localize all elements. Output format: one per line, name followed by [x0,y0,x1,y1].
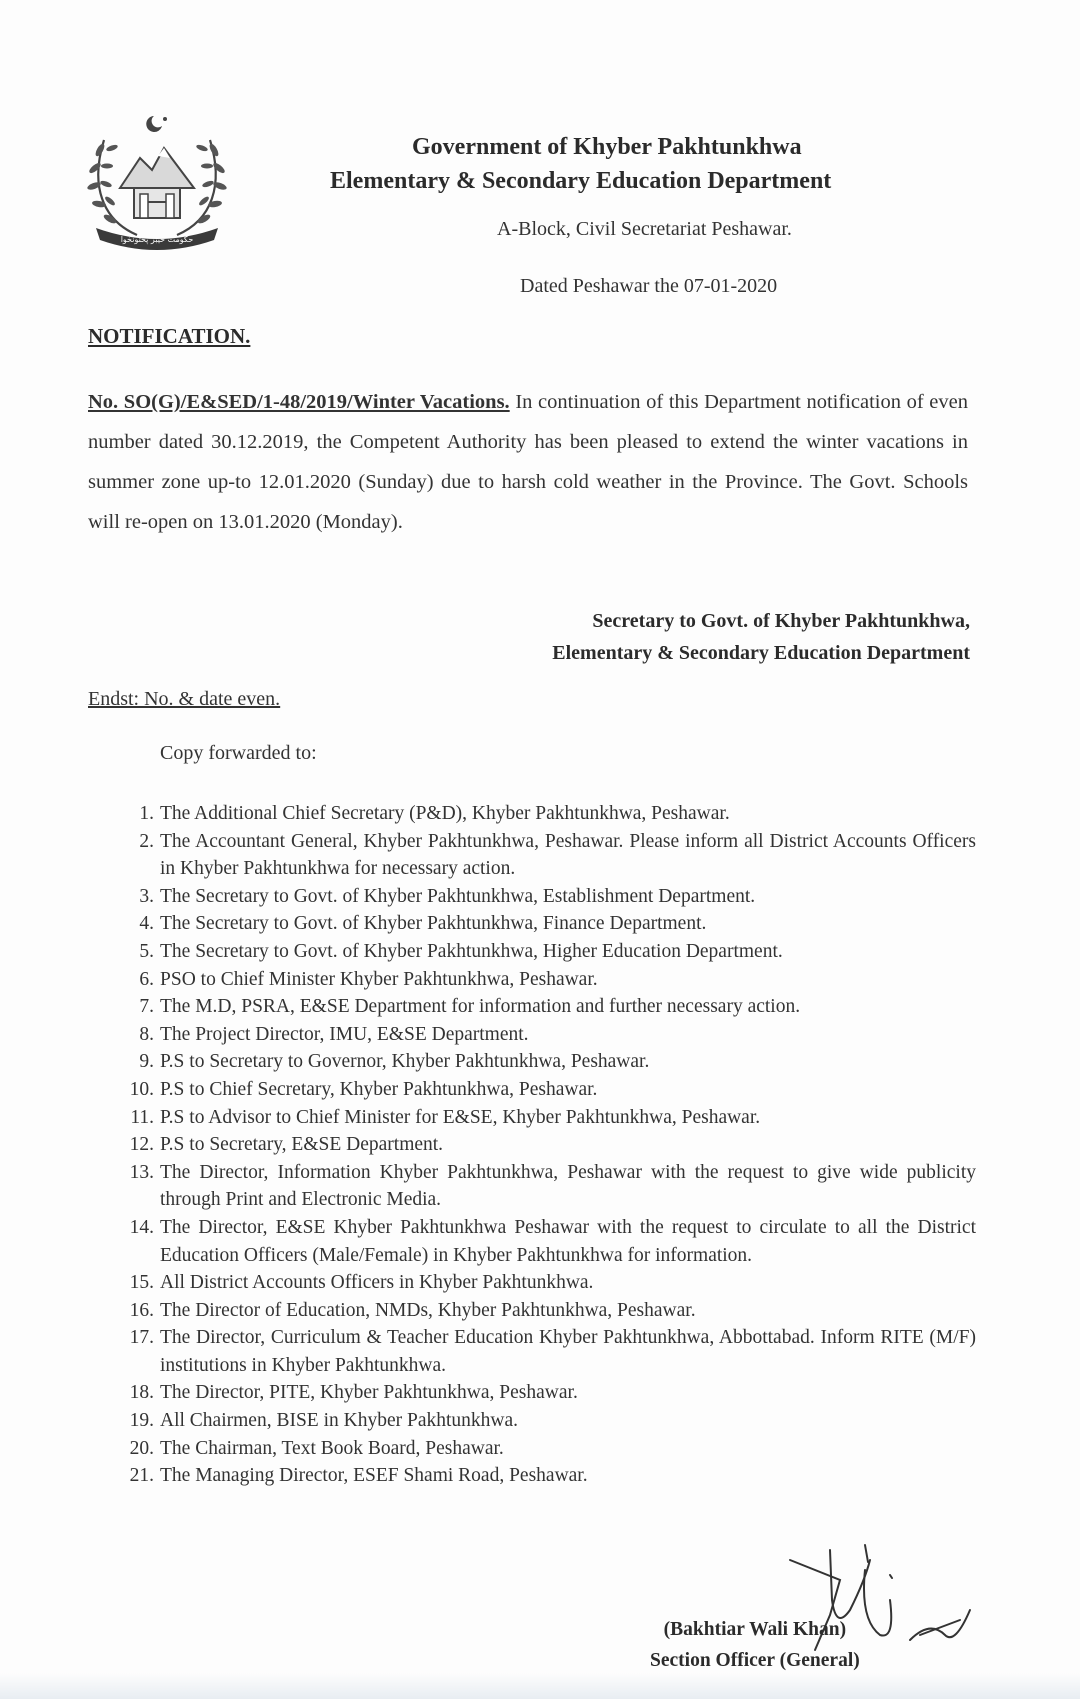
distribution-list-item [116,993,976,1021]
distribution-list-item [116,1159,976,1214]
kp-government-emblem [82,110,232,250]
distribution-list-item [116,1324,976,1379]
distribution-list-item [116,1131,976,1159]
list-item-number: 15. [129,1272,154,1294]
list-item-text: The Managing Director, ESEF Shami Road, Peshawar. [160,1465,588,1487]
list-item-text: The Project Director, IMU, E&SE Department. [160,1023,529,1045]
list-item-number: 18. [129,1382,154,1404]
list-item-number: 8. [139,1023,154,1045]
issuing-authority-line2: Elementary & Secondary Education Department [552,642,970,664]
signatory-block [650,1614,860,1676]
distribution-list-item [116,910,976,938]
list-item-text: P.S to Advisor to Chief Minister for E&SE, Khyber Pakhtunkhwa, Peshawar. [160,1106,761,1128]
signatory-title: Section Officer (General) [650,1650,860,1671]
list-item-number: 3. [139,885,154,907]
distribution-list-item [116,1435,976,1463]
list-item-number: 9. [139,1051,154,1073]
notification-title: NOTIFICATION. [88,324,251,348]
distribution-list-item [116,1379,976,1407]
distribution-list-item [116,1076,976,1104]
list-item-text: The Director, Curriculum & Teacher Education Khyber Pakhtunkhwa, Abbottabad. Inform RITE (M/F) institutions in Khyber Pakhtunkhwa. [160,1327,976,1376]
list-item-text: PSO to Chief Minister Khyber Pakhtunkhwa, Peshawar. [160,968,598,990]
notification-body [88,382,968,542]
distribution-list-item [116,828,976,883]
list-item-number: 7. [139,996,154,1018]
list-item-number: 4. [139,913,154,935]
list-item-text: The Director, Information Khyber Pakhtunkhwa, Peshawar with the request to give wide publicity through Print and Electronic Media. [160,1161,976,1211]
list-item-number: 2. [139,830,154,852]
distribution-list-item [116,1104,976,1132]
distribution-list-item [116,1462,976,1490]
signatory-name: (Bakhtiar Wali Khan) [663,1619,847,1640]
department-header [330,130,970,198]
page-edge-shadow [0,1673,1080,1699]
endorsement-number: Endst: No. & date even. [88,688,281,710]
distribution-list-item [116,1214,976,1269]
list-item-text: P.S to Chief Secretary, Khyber Pakhtunkhwa, Peshawar. [160,1078,598,1100]
issuing-authority [455,605,970,669]
distribution-list-item [116,1269,976,1297]
list-item-number: 1. [139,803,154,824]
list-item-text: The Director, PITE, Khyber Pakhtunkhwa, Peshawar. [160,1382,578,1404]
list-item-text: The Accountant General, Khyber Pakhtunkhwa, Peshawar. Please inform all District Accounts Officers in Khyber Pakhtunkhwa for necessary action. [160,830,976,880]
notification-body-text: In continuation of this Department notification of even number dated 30.12.2019, the Competent Authority has been pleased to extend the winter vacations in summer zone up-to 12.01.2020 (Sunday) due to harsh cold weather in the Province. The Govt. Schools will re-open on 13.01.2020 (Monday). [88,391,969,533]
list-item-number: 16. [129,1299,154,1321]
list-item-text: The Secretary to Govt. of Khyber Pakhtunkhwa, Finance Department. [160,913,707,935]
distribution-list-item [116,1297,976,1325]
list-item-text: All District Accounts Officers in Khyber Pakhtunkhwa. [160,1272,594,1294]
list-item-text: The Director, E&SE Khyber Pakhtunkhwa Peshawar with the request to circulate to all the District Education Officers (Male/Female) in Khyber Pakhtunkhwa for information. [160,1216,976,1266]
distribution-list-item [116,1048,976,1076]
distribution-list-item [116,966,976,994]
list-item-text: P.S to Secretary, E&SE Department. [160,1134,444,1156]
list-item-text: The Director of Education, NMDs, Khyber Pakhtunkhwa, Peshawar. [160,1299,696,1321]
list-item-number: 12. [129,1134,154,1156]
list-item-number: 20. [129,1437,154,1459]
list-item-text: The Chairman, Text Book Board, Peshawar. [160,1437,504,1459]
list-item-number: 17. [129,1327,154,1349]
list-item-text: The Additional Chief Secretary (P&D), Khyber Pakhtunkhwa, Peshawar. [160,803,730,824]
emblem-ribbon-text: حکومت خیبر پختونخوا [120,235,194,244]
distribution-list-item [116,883,976,911]
list-item-text: The M.D, PSRA, E&SE Department for information and further necessary action. [160,996,801,1018]
list-item-number: 11. [130,1106,154,1128]
list-item-number: 6. [139,968,154,990]
distribution-list-item [116,800,976,828]
list-item-number: 13. [129,1161,154,1183]
list-item-number: 21. [129,1465,154,1487]
department-name: Elementary & Secondary Education Department [330,168,832,194]
notification-date: Dated Peshawar the 07-01-2020 [520,275,778,297]
department-address: A-Block, Civil Secretariat Peshawar. [497,218,792,240]
notification-reference-number: No. SO(G)/E&SED/1-48/2019/Winter Vacations. [88,391,510,413]
distribution-list-item [116,1021,976,1049]
issuing-authority-line1: Secretary to Govt. of Khyber Pakhtunkhwa, [592,610,970,632]
list-item-text: P.S to Secretary to Governor, Khyber Pakhtunkhwa, Peshawar. [160,1051,650,1073]
list-item-number: 14. [129,1216,154,1238]
list-item-number: 19. [129,1410,154,1432]
list-item-text: The Secretary to Govt. of Khyber Pakhtunkhwa, Establishment Department. [160,885,756,907]
list-item-text: The Secretary to Govt. of Khyber Pakhtunkhwa, Higher Education Department. [160,940,783,962]
distribution-list [116,800,976,1490]
list-item-number: 5. [139,940,154,962]
government-name: Government of Khyber Pakhtunkhwa [412,134,802,160]
copy-forwarded-label: Copy forwarded to: [160,742,317,764]
distribution-list-item [116,938,976,966]
distribution-list-item [116,1407,976,1435]
list-item-text: All Chairmen, BISE in Khyber Pakhtunkhwa. [160,1410,518,1432]
list-item-number: 10. [129,1078,154,1100]
